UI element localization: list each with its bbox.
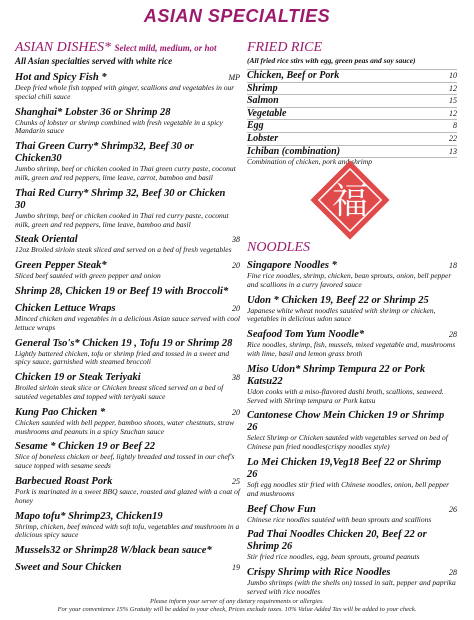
page-title: ASIAN SPECIALTIES bbox=[143, 6, 331, 26]
menu-item bbox=[15, 562, 240, 574]
menu-item bbox=[247, 529, 457, 562]
menu-item-name: Thai Red Curry* Shrimp 32, Beef 30 or Chicken 30 bbox=[15, 187, 226, 211]
menu-item-description: Shrimp, chicken, beef minced with soft tofu, vegetables and mushroom in a delicious spicy sauce bbox=[15, 521, 240, 540]
asian-dishes-heading bbox=[15, 40, 240, 56]
menu-item-row bbox=[15, 188, 240, 212]
menu-item bbox=[15, 303, 240, 333]
menu-item-description: Deep fried whole fish topped with ginger, scallions and vegetables in our special chili sauce bbox=[15, 83, 235, 101]
fried-rice-price: 12 bbox=[449, 83, 457, 93]
fried-rice-price: 12 bbox=[449, 108, 457, 118]
noodles-heading: NOODLES bbox=[247, 240, 311, 255]
menu-item-price: 38 bbox=[232, 235, 240, 245]
fried-rice-price: 13 bbox=[449, 146, 457, 156]
menu-item bbox=[15, 260, 240, 281]
fried-rice-price: 15 bbox=[449, 96, 457, 106]
menu-item-description: Jumbo shrimp, beef or chicken cooked in Thai green curry paste, coconut milk, green and red peppers, lime leave, carrot, bamboo and basil bbox=[15, 164, 236, 182]
menu-item-price: 25 bbox=[232, 476, 240, 486]
footer-line-1: Please inform your server of any dietary requirements or allergies. bbox=[149, 598, 325, 605]
footer bbox=[0, 598, 474, 613]
menu-item-name: Beef Chow Fun bbox=[247, 503, 316, 515]
menu-item bbox=[15, 107, 240, 137]
menu-item-row bbox=[15, 107, 240, 119]
menu-item-price: 20 bbox=[232, 303, 240, 313]
menu-item bbox=[15, 407, 240, 437]
menu-item-name: Seafood Tom Yum Noodle* bbox=[247, 329, 365, 341]
footer-line-2: For your convenience 15% Gratuity will be added to your check, Prices exclude taxes. 10% Value Added Tax will be added to your check. bbox=[57, 605, 417, 613]
fried-rice-name: Ichiban (combination) bbox=[247, 145, 341, 157]
menu-item-description: Slice of boneless chicken or beef, lightly breaded and tossed in our chef's sauce topped with sesame seeds bbox=[15, 452, 235, 471]
menu-item-row bbox=[15, 545, 240, 557]
menu-item-row bbox=[15, 338, 240, 350]
menu-item bbox=[247, 364, 457, 406]
menu-item-name: Chicken Lettuce Wraps bbox=[15, 302, 116, 314]
fried-rice-row bbox=[247, 107, 457, 120]
noodles-section bbox=[247, 240, 457, 597]
menu-item-row bbox=[247, 529, 457, 553]
menu-item-name: Lo Mei Chicken 19,Veg18 Beef 22 or Shrimp 26 bbox=[247, 456, 442, 480]
menu-item-name: Shrimp 28, Chicken 19 or Beef 19 with Broccoli* bbox=[15, 285, 229, 297]
menu-item bbox=[15, 545, 240, 557]
menu-item bbox=[247, 410, 457, 452]
fried-rice-price: 10 bbox=[449, 71, 457, 80]
menu-item-description: Udon cooks with a miso-flavored dashi broth, scallions, seaweed. Served with Shrimp tempura or Pork katsu bbox=[247, 386, 444, 405]
menu-item-row bbox=[247, 457, 457, 481]
menu-item bbox=[15, 141, 240, 183]
menu-item-name: Thai Green Curry* Shrimp32, Beef 30 or Chicken30 bbox=[15, 141, 194, 165]
menu-item-description: 12oz Broiled sirloin steak sliced and served on a bed of fresh vegetables bbox=[15, 245, 232, 255]
menu-item bbox=[247, 504, 457, 525]
fried-rice-row bbox=[247, 94, 457, 107]
menu-item-row bbox=[15, 286, 240, 298]
fried-rice-name: Chicken, Beef or Pork bbox=[247, 70, 340, 81]
menu-item-description: Chunks of lobster or shrimp combined with fresh vegetable in a spicy Mandarin sauce bbox=[15, 117, 223, 136]
asian-dishes-note: Select mild, medium, or hot bbox=[114, 43, 217, 53]
menu-item bbox=[247, 260, 457, 290]
fried-rice-price: 8 bbox=[453, 121, 457, 131]
fried-rice-row bbox=[247, 119, 457, 132]
asian-dishes-subheading: All Asian specialties served with white rice bbox=[15, 56, 173, 66]
menu-item bbox=[15, 476, 240, 506]
menu-item-name: Crispy Shrimp with Rice Noodles bbox=[247, 567, 391, 579]
menu-item-description: Pork is marinated in a sweet BBQ sauce, roasted and glazed with a coat of honey bbox=[15, 486, 240, 505]
menu-item bbox=[247, 329, 457, 359]
menu-item-description: Broiled sirloin steak slice or Chicken breast sliced served on a bed of sautéed vegetables and topped with teriyaki sauce bbox=[15, 383, 224, 401]
menu-item-name: Sweet and Sour Chicken bbox=[15, 562, 122, 574]
asian-dishes-title: ASIAN DISHES* bbox=[15, 40, 112, 55]
fried-rice-row bbox=[247, 69, 457, 82]
menu-item-price: 20 bbox=[232, 407, 240, 417]
menu-item bbox=[15, 372, 240, 402]
menu-item-price: 20 bbox=[232, 261, 240, 271]
fried-rice-name: Salmon bbox=[247, 95, 279, 107]
menu-item bbox=[247, 295, 457, 325]
menu-item-row bbox=[247, 364, 457, 388]
menu-item-price: 28 bbox=[449, 568, 457, 578]
fried-rice-list bbox=[247, 69, 457, 158]
menu-item-description: Soft egg noodles stir fried with Chinese noodles, onion, bell pepper and mushrooms bbox=[247, 479, 450, 498]
menu-item bbox=[247, 567, 457, 597]
fried-rice-name: Egg bbox=[247, 120, 264, 132]
menu-item-description: Rice noodles, shrimp, fish, mussels, mixed vegetable and, mushrooms with lime, basil and lemon grass broth bbox=[247, 340, 456, 358]
menu-item-description: Stir fried rice noodles, egg, bean sprouts, ground peanuts bbox=[247, 552, 420, 562]
menu-item bbox=[15, 286, 240, 298]
menu-item-name: Chicken 19 or Steak Teriyaki bbox=[15, 372, 141, 384]
menu-item-name: Cantonese Chow Mein Chicken 19 or Shrimp 26 bbox=[247, 410, 445, 434]
menu-item-description: Jumbo shrimps (with the shells on) tossed in salt, pepper and paprika served with rice noodles bbox=[247, 578, 456, 596]
asian-dishes-list bbox=[15, 72, 240, 574]
menu-item-description: Jumbo shrimp, beef or chicken cooked in Thai red curry paste, coconut milk, green and red peppers, lime leave, bamboo and basil bbox=[15, 210, 229, 229]
menu-item-row bbox=[247, 410, 457, 434]
menu-item-name: Mapo tofu* Shrimp23, Chicken19 bbox=[15, 510, 163, 522]
menu-item-row bbox=[15, 562, 240, 574]
menu-item-name: Miso Udon* Shrimp Tempura 22 or Pork Katsu22 bbox=[247, 363, 426, 387]
asian-dishes-section bbox=[15, 40, 240, 574]
menu-item-description: Sliced beef sautéed with green pepper and onion bbox=[15, 271, 161, 281]
fried-rice-subheading: (All fried rice stirs with egg, green peas and soy sauce) bbox=[247, 56, 416, 65]
menu-item-name: Kung Pao Chicken * bbox=[15, 406, 106, 418]
menu-item-name: General Tso's* Chicken 19 , Tofu 19 or Shrimp 28 bbox=[15, 337, 233, 349]
menu-item-description: Fine rice noodles, shrimp, chicken, bean sprouts, onion, bell pepper and scallions in a curry favored sauce bbox=[247, 271, 452, 289]
fortune-ornament-icon bbox=[300, 150, 400, 250]
fried-rice-note: Combination of chicken, pork and shrimp bbox=[247, 157, 372, 167]
fried-rice-name: Shrimp bbox=[247, 82, 278, 94]
menu-item bbox=[15, 441, 240, 471]
menu-item-name: Barbecued Roast Pork bbox=[15, 475, 113, 487]
menu-item-description: Japanese white wheat noodles sautéed with shrimp or chicken, vegetables in delicious udon sauce bbox=[247, 305, 436, 324]
menu-item-row bbox=[15, 407, 240, 419]
menu-item-name: Shanghai* Lobster 36 or Shrimp 28 bbox=[15, 106, 171, 118]
menu-item-name: Green Pepper Steak* bbox=[15, 260, 107, 272]
menu-item-price: 19 bbox=[232, 563, 240, 573]
menu-item-description: Minced chicken and vegetables in a delicious Asian sauce served with cool lettuce wraps bbox=[15, 313, 241, 332]
noodles-list bbox=[247, 260, 457, 597]
menu-item-price: 28 bbox=[449, 330, 457, 340]
menu-item-row bbox=[247, 504, 457, 516]
menu-item-description: Lightly battered chicken, tofu or shrimp fried and tossed in a sweet and spicy sauce, garnished with steamed broccoli bbox=[15, 348, 230, 367]
menu-item bbox=[15, 234, 240, 255]
menu-item bbox=[15, 72, 240, 102]
fried-rice-section bbox=[247, 40, 457, 167]
menu-item bbox=[15, 338, 240, 368]
menu-item-row bbox=[247, 295, 457, 307]
menu-item-name: Hot and Spicy Fish * bbox=[15, 72, 107, 83]
fried-rice-name: Lobster bbox=[247, 132, 279, 144]
menu-item-name: Mussels32 or Shrimp28 W/black bean sauce* bbox=[15, 545, 212, 557]
menu-item-name: Singapore Noodles * bbox=[247, 260, 337, 271]
menu-item-price: 18 bbox=[449, 261, 457, 270]
menu-item-name: Pad Thai Noodles Chicken 20, Beef 22 or Shrimp 26 bbox=[247, 529, 427, 553]
menu-item bbox=[247, 457, 457, 499]
menu-item-price: MP bbox=[228, 73, 240, 82]
fried-rice-row bbox=[247, 132, 457, 145]
menu-item-description: Chinese rice noodles sautéed with bean sprouts and scallions bbox=[247, 514, 432, 524]
fortune-glyph: 福 bbox=[331, 181, 369, 222]
menu-item bbox=[15, 188, 240, 230]
menu-item-name: Sesame * Chicken 19 or Beef 22 bbox=[15, 441, 155, 453]
fried-rice-name: Vegetable bbox=[247, 107, 287, 119]
fried-rice-heading: FRIED RICE bbox=[247, 40, 323, 55]
menu-item-price: 26 bbox=[449, 504, 457, 514]
menu-item-row bbox=[15, 141, 240, 165]
fried-rice-row bbox=[247, 82, 457, 95]
menu-item-description: Chicken sautéed with bell pepper, bamboo shoots, water chestnuts, straw mushrooms and peanuts in a spicy Szuchan sauce bbox=[15, 417, 235, 436]
menu-item-name: Udon * Chicken 19, Beef 22 or Shrimp 25 bbox=[247, 294, 429, 306]
menu-item bbox=[15, 511, 240, 541]
menu-item-price: 38 bbox=[232, 373, 240, 383]
fried-rice-price: 22 bbox=[449, 133, 457, 143]
menu-item-name: Steak Oriental bbox=[15, 234, 78, 246]
menu-item-description: Select Shrimp or Chicken sautéed with vegetables served on bed of Chinese pan fried noodles(crispy noodles style) bbox=[247, 433, 448, 452]
menu-item-row bbox=[15, 511, 240, 523]
